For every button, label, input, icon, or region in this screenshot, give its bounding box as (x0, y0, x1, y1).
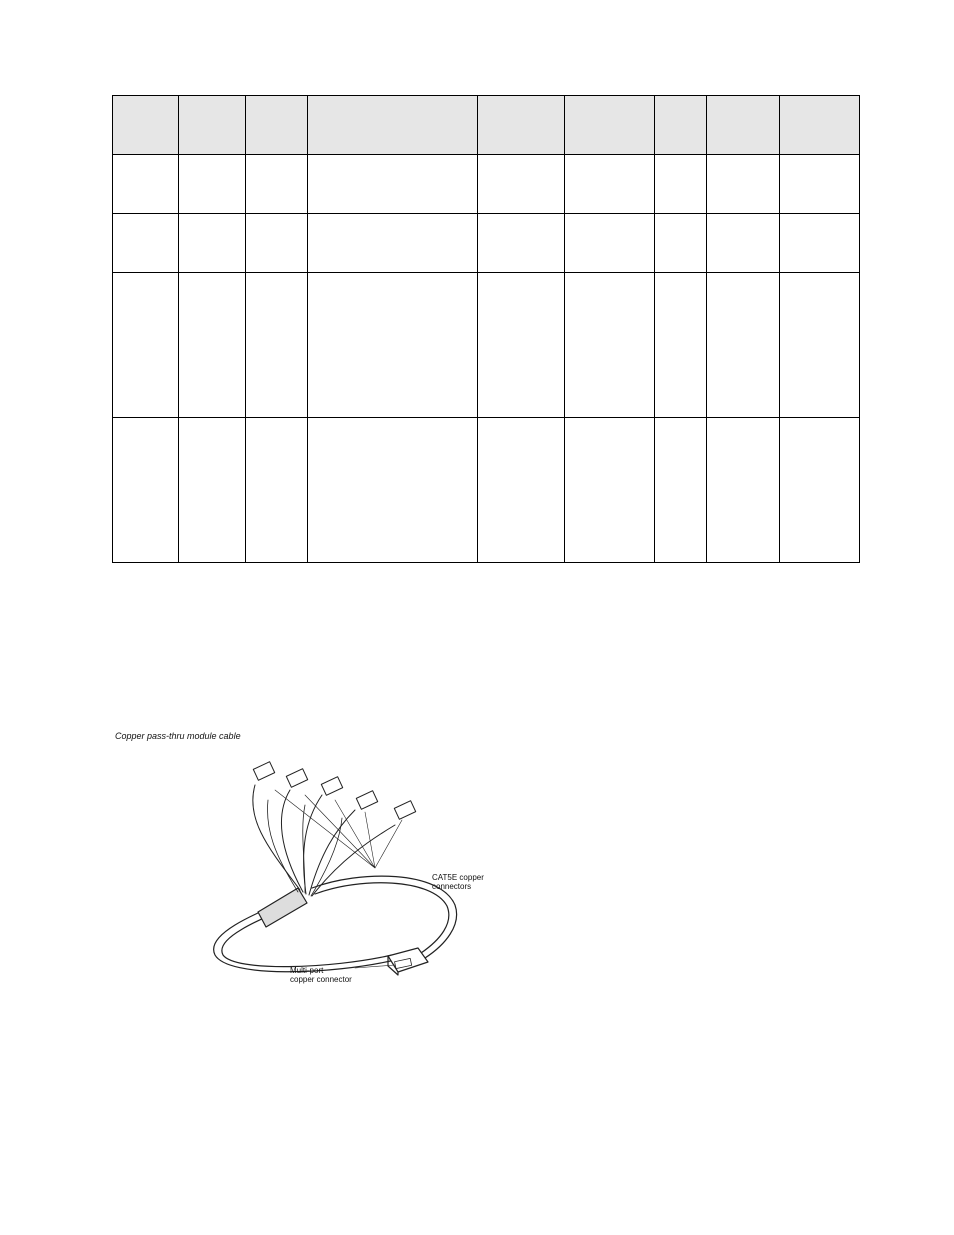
header-cell (780, 96, 860, 155)
table-cell (655, 418, 707, 563)
table-row (113, 273, 860, 418)
table-row (113, 418, 860, 563)
table-cell (655, 214, 707, 273)
table-cell (308, 418, 478, 563)
table-row (113, 214, 860, 273)
table-cell (113, 214, 179, 273)
header-cell (707, 96, 780, 155)
header-cell (308, 96, 478, 155)
table-cell (780, 418, 860, 563)
table-cell (246, 214, 308, 273)
table-cell (655, 273, 707, 418)
table-cell (565, 155, 655, 214)
multiport-label-line2: copper connector (290, 975, 352, 984)
table-cell (565, 214, 655, 273)
table-cell (780, 155, 860, 214)
header-cell (246, 96, 308, 155)
table-header-row (113, 96, 860, 155)
header-cell (655, 96, 707, 155)
header-cell (179, 96, 246, 155)
table-cell (707, 155, 780, 214)
table-cell (308, 273, 478, 418)
empty-data-table (112, 95, 860, 563)
multiport-connector-label (290, 966, 352, 984)
table-cell (478, 273, 565, 418)
table-cell (565, 273, 655, 418)
table-row (113, 155, 860, 214)
cat5e-connectors-label (432, 873, 484, 891)
table-cell (308, 214, 478, 273)
table-cell (113, 155, 179, 214)
table-cell (113, 273, 179, 418)
table-cell (478, 418, 565, 563)
table-cell (246, 418, 308, 563)
table-cell (179, 273, 246, 418)
header-cell (565, 96, 655, 155)
table-cell (478, 155, 565, 214)
cat5e-label-line1: CAT5E copper (432, 873, 484, 882)
table-cell (707, 214, 780, 273)
table-cell (246, 155, 308, 214)
table-cell (179, 214, 246, 273)
table-cell (707, 273, 780, 418)
header-cell (113, 96, 179, 155)
table-cell (780, 214, 860, 273)
table-cell (308, 155, 478, 214)
table-cell (113, 418, 179, 563)
figure-caption: Copper pass-thru module cable (115, 731, 241, 741)
table-cell (478, 214, 565, 273)
table-cell (565, 418, 655, 563)
table-cell (780, 273, 860, 418)
table-cell (179, 418, 246, 563)
cat5e-label-line2: connectors (432, 882, 472, 891)
header-cell (478, 96, 565, 155)
table-cell (246, 273, 308, 418)
table-cell (179, 155, 246, 214)
table-cell (707, 418, 780, 563)
table-cell (655, 155, 707, 214)
multiport-label-line1: Multi-port (290, 966, 324, 975)
